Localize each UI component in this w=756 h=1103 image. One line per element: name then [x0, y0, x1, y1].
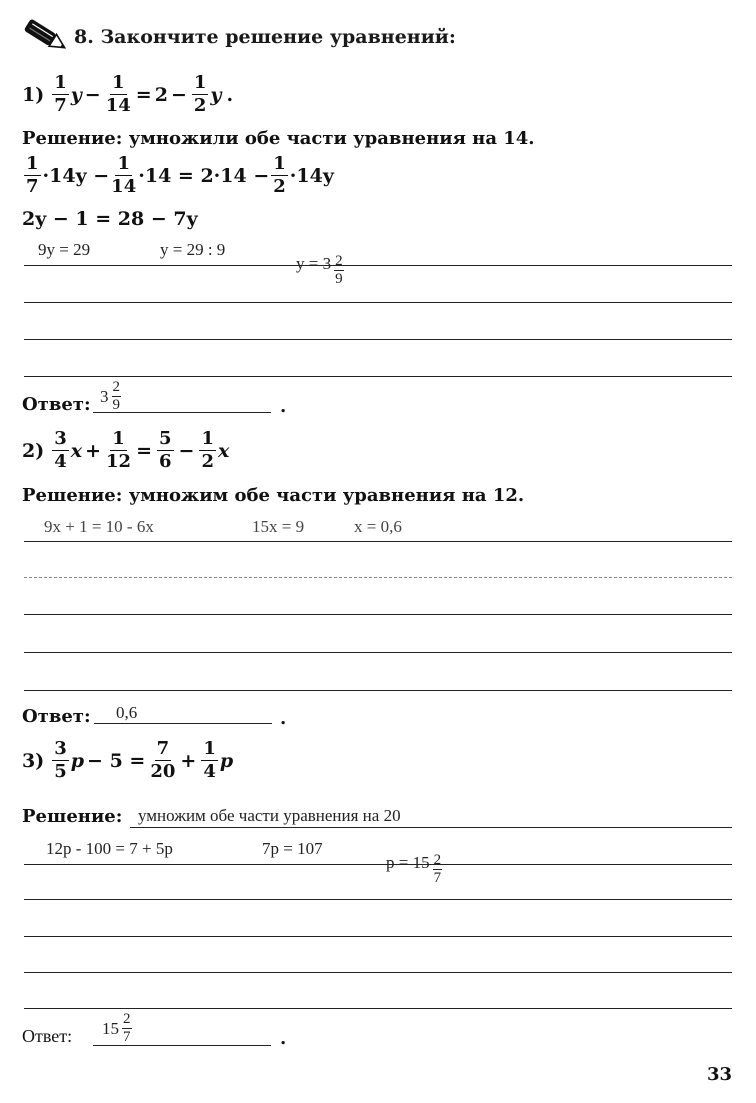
answer-field[interactable] — [94, 723, 272, 724]
writing-line — [24, 652, 732, 653]
solution-prefix: Решение: — [22, 806, 123, 827]
fraction: $\frac{3}{5}$ — [54, 738, 67, 782]
fraction: $\frac{7}{20}$ — [150, 738, 176, 782]
answer-label: Ответ: — [22, 706, 91, 727]
writing-line — [24, 339, 732, 340]
fraction: $\frac{5}{6}$ — [158, 428, 172, 472]
answer-label: Ответ: — [22, 1026, 73, 1046]
solution-line: Решение: умножили обе части уравнения на 14. — [22, 128, 535, 149]
writing-line — [24, 376, 732, 377]
task-heading — [74, 26, 456, 48]
answer-value: 0,6 — [116, 703, 138, 722]
fraction: $\frac{1}{2}$ — [273, 153, 286, 197]
pencil-icon — [20, 18, 72, 54]
handwritten-work: 15x = 9 — [252, 517, 305, 536]
solution-step-2: 2y − 1 = 28 − 7y — [22, 208, 198, 230]
problem-2-equation: 2) $\frac{3}{4}$ x + $\frac{1}{12}$ = $\frac{5}{6}$ − $\frac{1}{2}$ x — [22, 428, 230, 472]
task-number: 8. — [74, 26, 94, 48]
writing-line — [24, 614, 732, 615]
answer-label: Ответ: — [22, 394, 91, 415]
fraction: $\frac{2}{7}$ — [433, 852, 442, 886]
writing-line — [24, 864, 732, 865]
fraction: $\frac{1}{7}$ — [54, 72, 67, 116]
handwritten-work: p = 15 $\frac{2}{7}$ — [386, 852, 442, 886]
fraction: $\frac{3}{4}$ — [54, 428, 67, 472]
handwritten-work: 7p = 107 — [262, 839, 323, 858]
answer-field[interactable] — [93, 1045, 271, 1046]
fraction: $\frac{2}{7}$ — [123, 1011, 131, 1045]
handwritten-work: 12p - 100 = 7 + 5p — [46, 839, 173, 858]
handwritten-work: 9x + 1 = 10 - 6x — [44, 517, 154, 536]
fraction: $\frac{1}{4}$ — [203, 738, 216, 782]
handwritten-solution-text: умножим обе части уравнения на 20 — [138, 806, 401, 825]
writing-line — [24, 577, 732, 578]
writing-line — [24, 1008, 732, 1009]
problem-label: 3) — [22, 749, 45, 772]
fraction: $\frac{1}{7}$ — [26, 153, 39, 197]
answer-period: . — [280, 1028, 287, 1049]
page-number: 33 — [706, 1064, 732, 1085]
fraction: $\frac{2}{9}$ — [112, 379, 120, 413]
answer-value: 3 $\frac{2}{9}$ — [100, 379, 120, 413]
writing-line — [24, 302, 732, 303]
answer-value: 15 $\frac{2}{7}$ — [102, 1011, 131, 1045]
problem-3-equation: 3) $\frac{3}{5}$ p − 5 = $\frac{7}{20}$ + $\frac{1}{4}$ p — [22, 738, 234, 782]
answer-period: . — [280, 708, 287, 729]
task-title: Закончите решение уравнений: — [100, 26, 456, 48]
writing-line — [24, 899, 732, 900]
handwritten-work: 9y = 29 — [38, 240, 91, 259]
problem-label: 2) — [22, 439, 45, 462]
writing-line — [24, 265, 732, 266]
handwritten-work: y = 3 $\frac{2}{9}$ — [296, 253, 343, 287]
fraction: $\frac{1}{14}$ — [111, 153, 137, 197]
problem-label: 1) — [22, 83, 45, 106]
writing-line — [24, 690, 732, 691]
problem-1-equation: 1) $\frac{1}{7}$ y − $\frac{1}{14}$ = 2 − $\frac{1}{2}$ y . — [22, 72, 234, 116]
fraction: $\frac{1}{14}$ — [105, 72, 131, 116]
solution-line: Решение: умножим обе части уравнения на 12. — [22, 485, 525, 506]
fraction: $\frac{1}{2}$ — [193, 72, 207, 116]
solution-step-1: $\frac{1}{7}$ ·14y − $\frac{1}{14}$ ·14 = 2·14 − $\frac{1}{2}$ ·14y — [26, 153, 334, 197]
writing-line — [24, 972, 732, 973]
writing-line — [24, 936, 732, 937]
answer-period: . — [280, 396, 287, 417]
handwritten-work: x = 0,6 — [354, 517, 402, 536]
solution-field[interactable] — [130, 827, 732, 828]
fraction: $\frac{1}{2}$ — [201, 428, 214, 472]
fraction: $\frac{1}{12}$ — [106, 428, 132, 472]
fraction: $\frac{2}{9}$ — [335, 253, 343, 287]
writing-line — [24, 541, 732, 542]
handwritten-work: y = 29 : 9 — [160, 240, 226, 259]
